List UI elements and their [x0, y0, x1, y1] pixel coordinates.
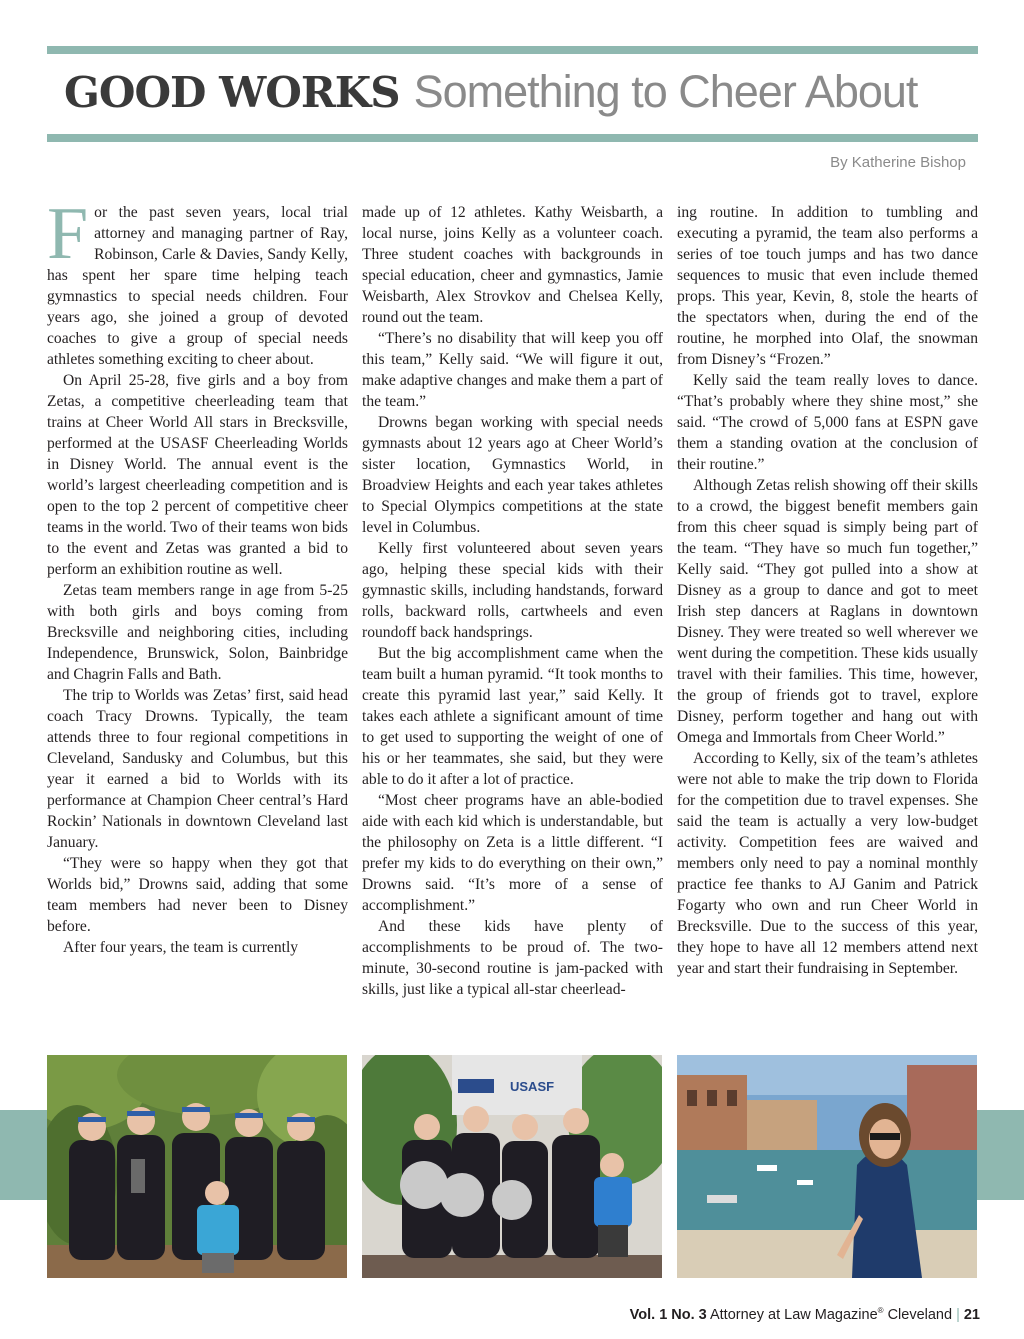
team-photo-backdrop	[362, 1055, 662, 1278]
header-rule	[47, 134, 978, 142]
footer-separator: |	[956, 1306, 960, 1323]
article-column-3	[677, 202, 978, 1032]
magazine-name: Attorney at Law Magazine	[709, 1306, 878, 1323]
article-paragraph: Although Zetas relish showing off their skills to a crowd, the biggest benefit members gain from this cheer squad is simply being part of the team. “They have so much fun together,” Kelly said. “They got pulled into a show at Disney as a group to dance and got to meet Irish step dancers at Raglans in downtown Disney. They were treated so well wherever we went during the competition. These kids usually travel with their families. This time, however, the group of friends got to travel, explore Disney, perform together and hang out with Omega and Immortals from Cheer World.”	[677, 477, 978, 746]
side-tab-right	[976, 1110, 1024, 1200]
article-paragraph: The trip to Worlds was Zetas’ first, said head coach Tracy Drowns. Typically, the team attends three to four regional competitions in Cleveland, Sandusky and Columbus, but this year it earned a bid to Worlds with its performance at Champion Cheer central’s Hard Rockin’ Nationals in downtown Cleveland last January.	[47, 687, 348, 851]
article-paragraph: made up of 12 athletes. Kathy Weisbarth, a local nurse, joins Kelly as a volunteer coach. Three student coaches with backgrounds in special education, cheer and gymnastics, Jamie Weisbarth, Alex Strovkov and Chelsea Kelly, round out the team.	[362, 204, 663, 326]
article-paragraph: According to Kelly, six of the team’s athletes were not able to make the trip down to Florida for the competition due to travel expenses. She said the team is actually a very low-budget activity. Competition fees are waived and members only need to pay a nominal monthly practice fee thanks to AJ Ganim and Patrick Fogarty who own and run Cheer World in Brecksville. Due to the success of this year, they hope to have all 12 members attend next year and start their fundraising in September.	[677, 750, 978, 977]
team-photo-garden	[47, 1055, 347, 1278]
article-paragraph: “There’s no disability that will keep you off this team,” Kelly said. “We will figure it out, make adaptive changes and make them a part of the team.”	[362, 330, 663, 410]
article-headline: Something to Cheer About	[413, 66, 918, 117]
page-header	[64, 66, 917, 118]
byline: By Katherine Bishop	[830, 154, 966, 171]
article-paragraph: “They were so happy when they got that Worlds bid,” Drowns said, adding that some team members had never been to Disney before.	[47, 855, 348, 935]
article-paragraph: On April 25-28, five girls and a boy from Zetas, a competitive cheerleading team that trains at Cheer World All stars in Brecksville, performed at the USASF Cheerleading Worlds in Disney World. The annual event is the world’s largest cheerleading competition and is open to the top 2 percent of competitive cheer teams in the world. Two of their teams won bids to the event and Zetas was granted a bid to perform an exhibition routine as well.	[47, 372, 348, 578]
article-paragraph: ing routine. In addition to tumbling and executing a pyramid, the team also performs a series of toe touch jumps and has two dance sequences to music that even include themed props. This year, Kevin, 8, stole the hearts of the spectators when, during the end of the routine, he morphed into Olaf, the snowman from Disney’s “Frozen.”	[677, 204, 978, 368]
page-number: 21	[963, 1306, 980, 1323]
backdrop-banner-text: USASF	[510, 1079, 555, 1094]
city-edition: Cleveland	[887, 1306, 953, 1323]
article-column-1	[47, 202, 348, 1032]
page-footer	[630, 1306, 980, 1323]
registered-mark: ®	[877, 1306, 884, 1315]
article-paragraph: Zetas team members range in age from 5-25 with both girls and boys coming from Brecksville and neighboring cities, including Independence, Brunswick, Solon, Bainbridge and Chagrin Falls and Bath.	[47, 582, 348, 683]
article-paragraph: After four years, the team is currently	[63, 939, 299, 956]
drop-cap: F	[47, 202, 89, 275]
article-paragraph: But the big accomplishment came when the team built a human pyramid. “It took months to create this pyramid last year,” said Kelly. It takes each athlete a significant amount of time to get used to supporting the weight of one of his or her teammates, she said, but they were able to do it after a lot of practice.	[362, 645, 663, 788]
article-paragraph: Kelly first volunteered about seven years ago, helping these special kids with their gymnastic skills, including handstands, forward rolls, backward rolls, cartwheels and even roundoff back handsprings.	[362, 540, 663, 641]
coach-photo-canal	[677, 1055, 977, 1278]
article-paragraph: Kelly said the team really loves to dance. “That’s probably where they shine most,” she said. “The crowd of 5,000 fans at ESPN gave them a standing ovation at the conclusion of their routine.”	[677, 372, 978, 473]
article-column-2	[362, 202, 663, 1032]
article-paragraph: Drowns began working with special needs gymnasts about 12 years ago at Cheer World’s sister location, Gymnastics World, in Broadview Heights and each year takes athletes to Special Olympics competitions at the state level in Columbus.	[362, 414, 663, 536]
article-paragraph: And these kids have plenty of accomplishments to be proud of. The two-minute, 30-second routine is jam-packed with skills, just like a typical all-star cheerlead-	[362, 918, 663, 998]
article-paragraph: “Most cheer programs have an able-bodied aide with each kid which is understandable, but the philosophy on Zeta is a little different. “I prefer my kids to do everything on their own,” Drowns said. “It’s more of a sense of accomplishment.”	[362, 792, 663, 914]
article-paragraph: For the past seven years, local trial attorney and managing partner of Ray, Robinson, Carle & Davies, Sandy Kelly, has spent her spare time helping teach gymnastics to special needs children. Four years ago, she joined a group of devoted coaches to give a group of special needs athletes something exciting to cheer about.	[47, 202, 348, 368]
side-tab-left	[0, 1110, 48, 1200]
top-rule	[47, 46, 978, 54]
section-kicker: GOOD WORKS	[64, 68, 400, 117]
issue-number: Vol. 1 No. 3	[629, 1306, 707, 1323]
